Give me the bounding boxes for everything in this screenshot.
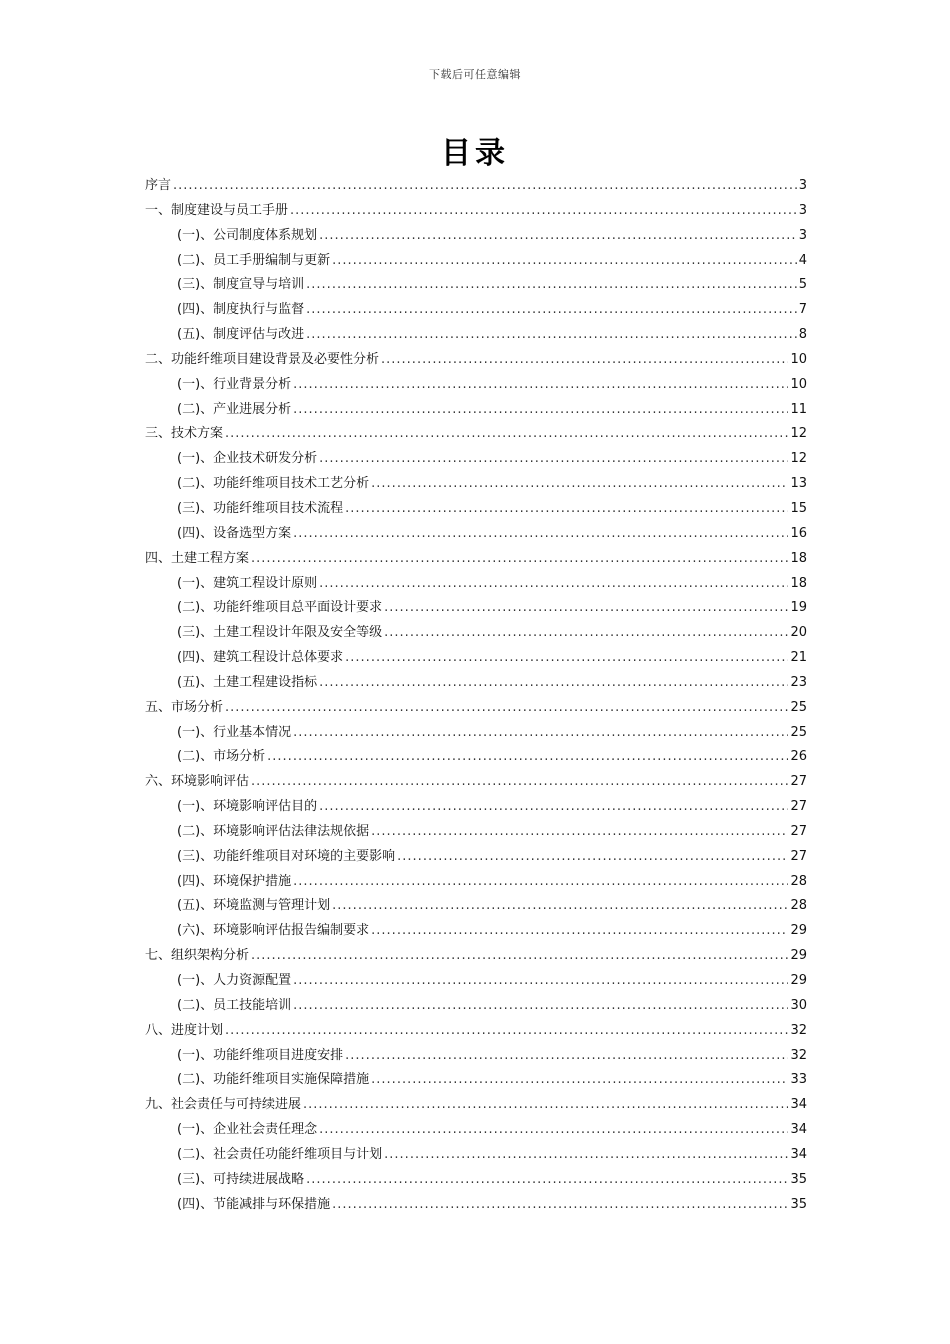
toc-entry-label: (三)、土建工程设计年限及安全等级 [177,625,383,641]
toc-entry[interactable] [145,1093,807,1118]
toc-dot-leader [345,646,788,671]
toc-entry[interactable] [145,770,807,795]
toc-entry-page-number: 25 [790,699,807,715]
toc-entry-label: (五)、环境监测与管理计划 [177,898,331,914]
toc-dot-leader [306,1168,788,1193]
toc-entry-page-number: 34 [790,1122,807,1138]
toc-entry[interactable] [145,596,807,621]
toc-entry-label: (一)、公司制度体系规划 [177,227,318,243]
toc-entry[interactable] [145,323,807,348]
toc-entry-page-number: 27 [790,823,807,839]
toc-entry-page-number: 27 [790,799,807,815]
toc-entry-label: (二)、社会责任功能纤维项目与计划 [177,1146,383,1162]
toc-entry[interactable] [145,348,807,373]
toc-dot-leader [293,870,788,895]
toc-dot-leader [251,944,788,969]
toc-dot-leader [225,422,788,447]
toc-dot-leader [225,696,788,721]
toc-entry-label: 六、环境影响评估 [145,774,250,790]
toc-entry[interactable] [145,646,807,671]
toc-dot-leader [293,373,788,398]
toc-entry-page-number: 25 [790,724,807,740]
toc-entry-label: (三)、可持续进展战略 [177,1171,305,1187]
toc-entry-page-number: 8 [798,327,807,343]
toc-entry-label: 序言 [145,178,172,193]
toc-entry-page-number: 7 [798,302,807,318]
toc-entry-label: (三)、制度宣导与培训 [177,277,305,293]
toc-entry-label: 八、进度计划 [145,1022,224,1038]
toc-entry-page-number: 23 [790,674,807,690]
toc-entry-page-number: 27 [790,774,807,790]
toc-entry[interactable] [145,994,807,1019]
toc-entry[interactable] [145,249,807,274]
toc-dot-leader [306,273,797,298]
toc-dot-leader [293,522,788,547]
toc-dot-leader [397,845,788,870]
toc-entry-page-number: 13 [790,476,807,492]
toc-entry-label: (六)、环境影响评估报告编制要求 [177,923,370,939]
toc-entry-label: (一)、功能纤维项目进度安排 [177,1047,344,1063]
toc-entry-label: 九、社会责任与可持续进展 [145,1097,302,1113]
toc-entry-label: (三)、功能纤维项目对环境的主要影响 [177,848,396,864]
toc-entry-page-number: 26 [790,749,807,765]
toc-dot-leader [332,1193,788,1218]
toc-entry-page-number: 4 [798,252,807,268]
toc-dot-leader [319,1118,788,1143]
toc-entry-page-number: 12 [790,451,807,467]
toc-dot-leader [371,472,788,497]
toc-entry-page-number: 28 [790,873,807,889]
toc-entry-page-number: 29 [790,948,807,964]
toc-dot-leader [319,572,788,597]
toc-dot-leader [306,298,797,323]
toc-dot-leader [303,1093,788,1118]
toc-dot-leader [384,1143,788,1168]
toc-dot-leader [293,398,788,423]
toc-entry-label: (一)、人力资源配置 [177,973,292,988]
toc-entry[interactable] [145,969,807,994]
toc-entry[interactable] [145,721,807,746]
toc-entry-label: (二)、市场分析 [177,749,266,765]
toc-entry[interactable] [145,795,807,820]
toc-dot-leader [293,721,788,746]
toc-entry[interactable] [145,1193,807,1218]
toc-entry[interactable] [145,398,807,423]
toc-entry-page-number: 29 [790,973,807,988]
toc-entry-page-number: 11 [790,401,807,417]
toc-entry-label: (四)、环境保护措施 [177,873,292,889]
toc-entry-label: (五)、制度评估与改进 [177,327,305,343]
toc-entry-page-number: 12 [790,426,807,442]
toc-entry[interactable] [145,894,807,919]
toc-entry[interactable] [145,1019,807,1044]
toc-dot-leader [319,447,788,472]
toc-entry-page-number: 10 [790,351,807,367]
toc-dot-leader [293,969,788,994]
toc-entry-label: 二、功能纤维项目建设背景及必要性分析 [145,351,380,367]
toc-dot-leader [371,1068,788,1093]
toc-entry[interactable] [145,1068,807,1093]
toc-entry[interactable] [145,273,807,298]
toc-entry[interactable] [145,447,807,472]
toc-entry-page-number: 16 [790,525,807,541]
toc-entry-page-number: 5 [798,277,807,293]
toc-entry-label: (一)、企业技术研发分析 [177,451,318,467]
toc-entry-page-number: 27 [790,848,807,864]
toc-entry-label: (四)、设备选型方案 [177,525,292,541]
toc-entry-label: (二)、员工手册编制与更新 [177,252,331,268]
toc-entry[interactable] [145,298,807,323]
toc-entry[interactable] [145,174,807,199]
toc-dot-leader [306,323,797,348]
toc-entry[interactable] [145,1168,807,1193]
toc-dot-leader [293,994,788,1019]
toc-entry[interactable] [145,373,807,398]
toc-entry[interactable] [145,422,807,447]
toc-entry[interactable] [145,224,807,249]
toc-entry-label: 一、制度建设与员工手册 [145,202,289,218]
toc-entry-label: (四)、制度执行与监督 [177,302,305,318]
toc-dot-leader [319,671,788,696]
toc-entry[interactable] [145,497,807,522]
toc-dot-leader [345,497,788,522]
toc-dot-leader [384,596,788,621]
toc-entry-label: 七、组织架构分析 [145,948,250,964]
toc-entry-label: (二)、功能纤维项目总平面设计要求 [177,600,383,616]
toc-entry-page-number: 21 [790,650,807,666]
toc-entry[interactable] [145,621,807,646]
toc-dot-leader [381,348,788,373]
toc-entry[interactable] [145,1143,807,1168]
header-note: 下载后可任意编辑 [429,68,521,81]
toc-entry[interactable] [145,671,807,696]
toc-entry-page-number: 29 [790,923,807,939]
toc-entry-label: (一)、建筑工程设计原则 [177,575,318,591]
toc-entry[interactable] [145,845,807,870]
toc-entry-label: 三、技术方案 [145,426,224,442]
toc-entry-page-number: 34 [790,1146,807,1162]
toc-entry-page-number: 18 [790,575,807,591]
toc-entry[interactable] [145,919,807,944]
toc-dot-leader [319,795,788,820]
toc-list [145,174,807,1217]
toc-entry[interactable] [145,472,807,497]
toc-entry[interactable] [145,1044,807,1069]
toc-entry-page-number: 15 [790,500,807,516]
toc-entry-label: 五、市场分析 [145,699,224,715]
toc-entry-page-number: 32 [790,1022,807,1038]
toc-entry-page-number: 35 [790,1171,807,1187]
toc-entry[interactable] [145,547,807,572]
toc-dot-leader [384,621,788,646]
toc-entry-label: (二)、功能纤维项目实施保障措施 [177,1072,370,1088]
toc-entry-page-number: 18 [790,550,807,566]
toc-entry-label: (一)、行业背景分析 [177,376,292,392]
toc-entry-label: (四)、建筑工程设计总体要求 [177,650,344,666]
toc-entry-label: (一)、行业基本情况 [177,724,292,740]
toc-entry[interactable] [145,572,807,597]
toc-dot-leader [332,894,788,919]
toc-entry[interactable] [145,870,807,895]
toc-dot-leader [371,919,788,944]
toc-dot-leader [290,199,797,224]
toc-entry[interactable] [145,199,807,224]
toc-entry[interactable] [145,1118,807,1143]
toc-entry-label: (一)、环境影响评估目的 [177,799,318,815]
toc-entry-page-number: 20 [790,625,807,641]
toc-entry[interactable] [145,522,807,547]
toc-entry-label: (二)、产业进展分析 [177,401,292,417]
toc-entry[interactable] [145,745,807,770]
toc-entry[interactable] [145,944,807,969]
toc-title: 目录 [441,136,509,171]
toc-dot-leader [251,770,788,795]
toc-entry-page-number: 3 [798,227,807,243]
toc-entry-page-number: 28 [790,898,807,914]
toc-entry-page-number: 3 [798,202,807,218]
toc-entry-page-number: 19 [790,600,807,616]
toc-dot-leader [332,249,797,274]
toc-entry-label: (二)、员工技能培训 [177,997,292,1013]
toc-dot-leader [371,820,788,845]
toc-dot-leader [251,547,788,572]
toc-entry-page-number: 3 [798,178,807,193]
toc-entry-label: (四)、节能减排与环保措施 [177,1196,331,1212]
toc-entry-page-number: 33 [790,1072,807,1088]
toc-entry-label: (五)、土建工程建设指标 [177,674,318,690]
toc-entry-label: (二)、功能纤维项目技术工艺分析 [177,476,370,492]
toc-entry-page-number: 34 [790,1097,807,1113]
toc-entry-label: (一)、企业社会责任理念 [177,1122,318,1138]
toc-dot-leader [173,174,797,199]
toc-entry-label: (三)、功能纤维项目技术流程 [177,500,344,516]
toc-entry-page-number: 35 [790,1196,807,1212]
toc-entry-page-number: 10 [790,376,807,392]
toc-entry[interactable] [145,696,807,721]
toc-entry-page-number: 30 [790,997,807,1013]
toc-entry-page-number: 32 [790,1047,807,1063]
toc-dot-leader [319,224,797,249]
toc-dot-leader [267,745,788,770]
toc-dot-leader [345,1044,788,1069]
toc-entry-label: 四、土建工程方案 [145,550,250,566]
toc-entry-label: (二)、环境影响评估法律法规依据 [177,823,370,839]
toc-entry[interactable] [145,820,807,845]
toc-dot-leader [225,1019,788,1044]
